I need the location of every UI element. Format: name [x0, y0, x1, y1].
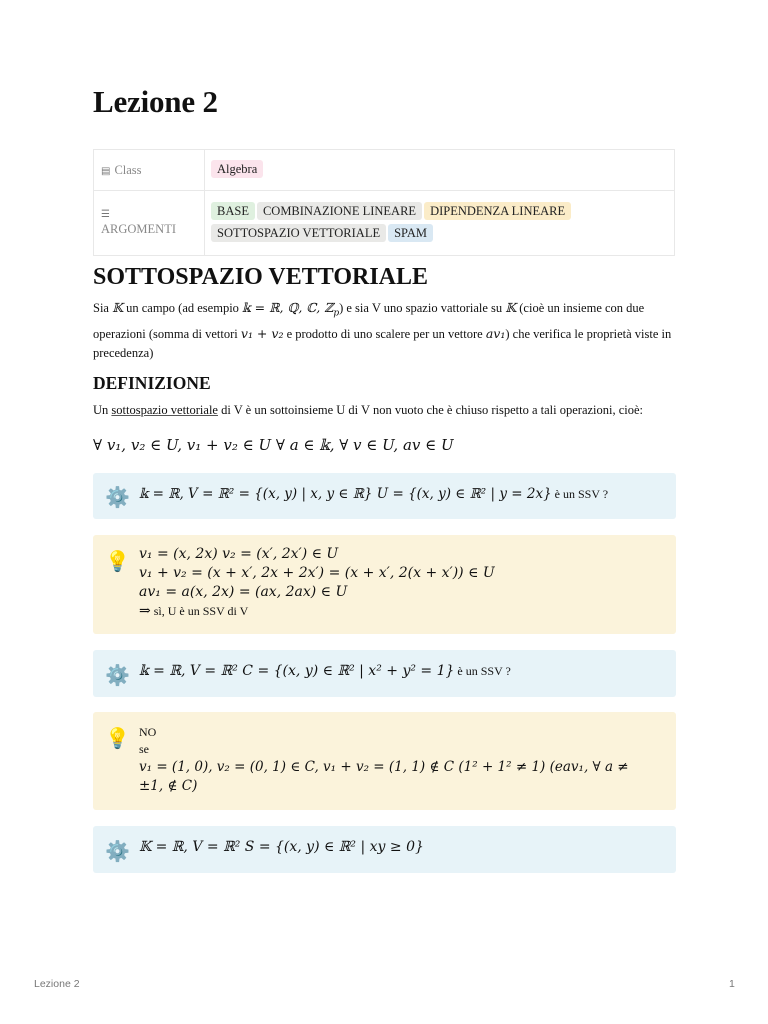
argomenti-label: ARGOMENTI [101, 222, 176, 236]
page-title: Lezione 2 [93, 84, 218, 119]
callout-answer-2 [93, 712, 676, 810]
callout-2-line-3: av₁ = a(x, 2x) = (ax, 2ax) ∈ U [139, 584, 348, 600]
callout-5-math: 𝕂 = ℝ, V = ℝ² S = {(x, y) ∈ ℝ² | xy ≥ 0} [139, 839, 424, 855]
list-icon: ☰ [101, 209, 110, 220]
callout-3-math: 𝕜 = ℝ, V = ℝ² C = {(x, y) ∈ ℝ² | x² + y² = 1} [139, 663, 455, 679]
tag-base[interactable]: BASE [211, 202, 255, 220]
gear-icon: ⚙️ [105, 485, 130, 509]
tag-dipendenza-lineare[interactable]: DIPENDENZA LINEARE [424, 202, 571, 220]
lightbulb-icon: 💡 [105, 549, 130, 573]
callout-2-line-1: v₁ = (x, 2x) v₂ = (x′, 2x′) ∈ U [139, 546, 339, 562]
property-argomenti [94, 191, 205, 256]
intro-paragraph: Sia 𝕂 un campo (ad esempio 𝕜 = ℝ, ℚ, ℂ, ℤ$_p$) e sia V uno spazio vattoriale su 𝕂 (cioè un insieme con due operazioni (somma di vettori v₁ + v₂ e prodotto di uno scalere per un vettore av₁) che verifica le proprietà viste in precedenza) [93, 300, 672, 360]
class-label: Class [114, 162, 142, 177]
callout-1-math: 𝕜 = ℝ, V = ℝ² = {(x, y) | x, y ∈ ℝ} U = {(x, y) ∈ ℝ² | y = 2x} [139, 486, 552, 502]
property-class [94, 150, 205, 191]
callout-4-se: se [139, 742, 149, 756]
page-number: 1 [729, 978, 735, 990]
definition-paragraph: Un sottospazio vettoriale di V è un sottoinsieme U di V non vuoto che è chiuso rispetto a tali operazioni, cioè: [93, 403, 644, 417]
lightbulb-icon: 💡 [105, 726, 130, 750]
tag-list [205, 191, 675, 256]
callout-4-line-3: v₁ = (1, 0), v₂ = (0, 1) ∈ C, v₁ + v₂ = (1, 1) ∉ C (1² + 1² ≠ 1) (eav₁, ∀ a ≠ [139, 759, 629, 775]
callout-question-1 [93, 473, 676, 519]
callout-2-line-2: v₁ + v₂ = (x + x′, 2x + 2x′) = (x + x′, 2(x + x′)) ∈ U [139, 565, 495, 581]
definition-heading: DEFINIZIONE [93, 373, 211, 393]
tag-spam[interactable]: SPAM [388, 224, 433, 242]
callout-4-no: NO [139, 725, 157, 739]
gear-icon: ⚙️ [105, 839, 130, 863]
implies-arrow: ⇒ [139, 603, 151, 619]
properties-table [93, 149, 675, 256]
footer-title: Lezione 2 [34, 978, 80, 990]
callout-4-line-4: ±1, ∉ C) [139, 778, 198, 794]
callout-question-3 [93, 826, 676, 873]
callout-3-text: è un SSV ? [454, 664, 511, 678]
closure-formula: ∀ v₁, v₂ ∈ U, v₁ + v₂ ∈ U ∀ a ∈ 𝕜, ∀ v ∈ U, av ∈ U [93, 436, 454, 454]
tag-combinazione-lineare[interactable]: COMBINAZIONE LINEARE [257, 202, 422, 220]
gear-icon: ⚙️ [105, 663, 130, 687]
callout-1-text: è un SSV ? [551, 487, 609, 501]
book-icon: ▤ [101, 165, 111, 177]
subspace-link[interactable]: sottospazio vettoriale [111, 403, 218, 417]
section-heading: SOTTOSPAZIO VETTORIALE [93, 264, 429, 290]
tag-sottospazio-vettoriale[interactable]: SOTTOSPAZIO VETTORIALE [211, 224, 386, 242]
callout-2-conclusion: sì, U è un SSV di V [150, 604, 249, 618]
class-tag[interactable]: Algebra [211, 160, 263, 178]
callout-question-2 [93, 650, 676, 697]
callout-answer-1 [93, 535, 676, 634]
